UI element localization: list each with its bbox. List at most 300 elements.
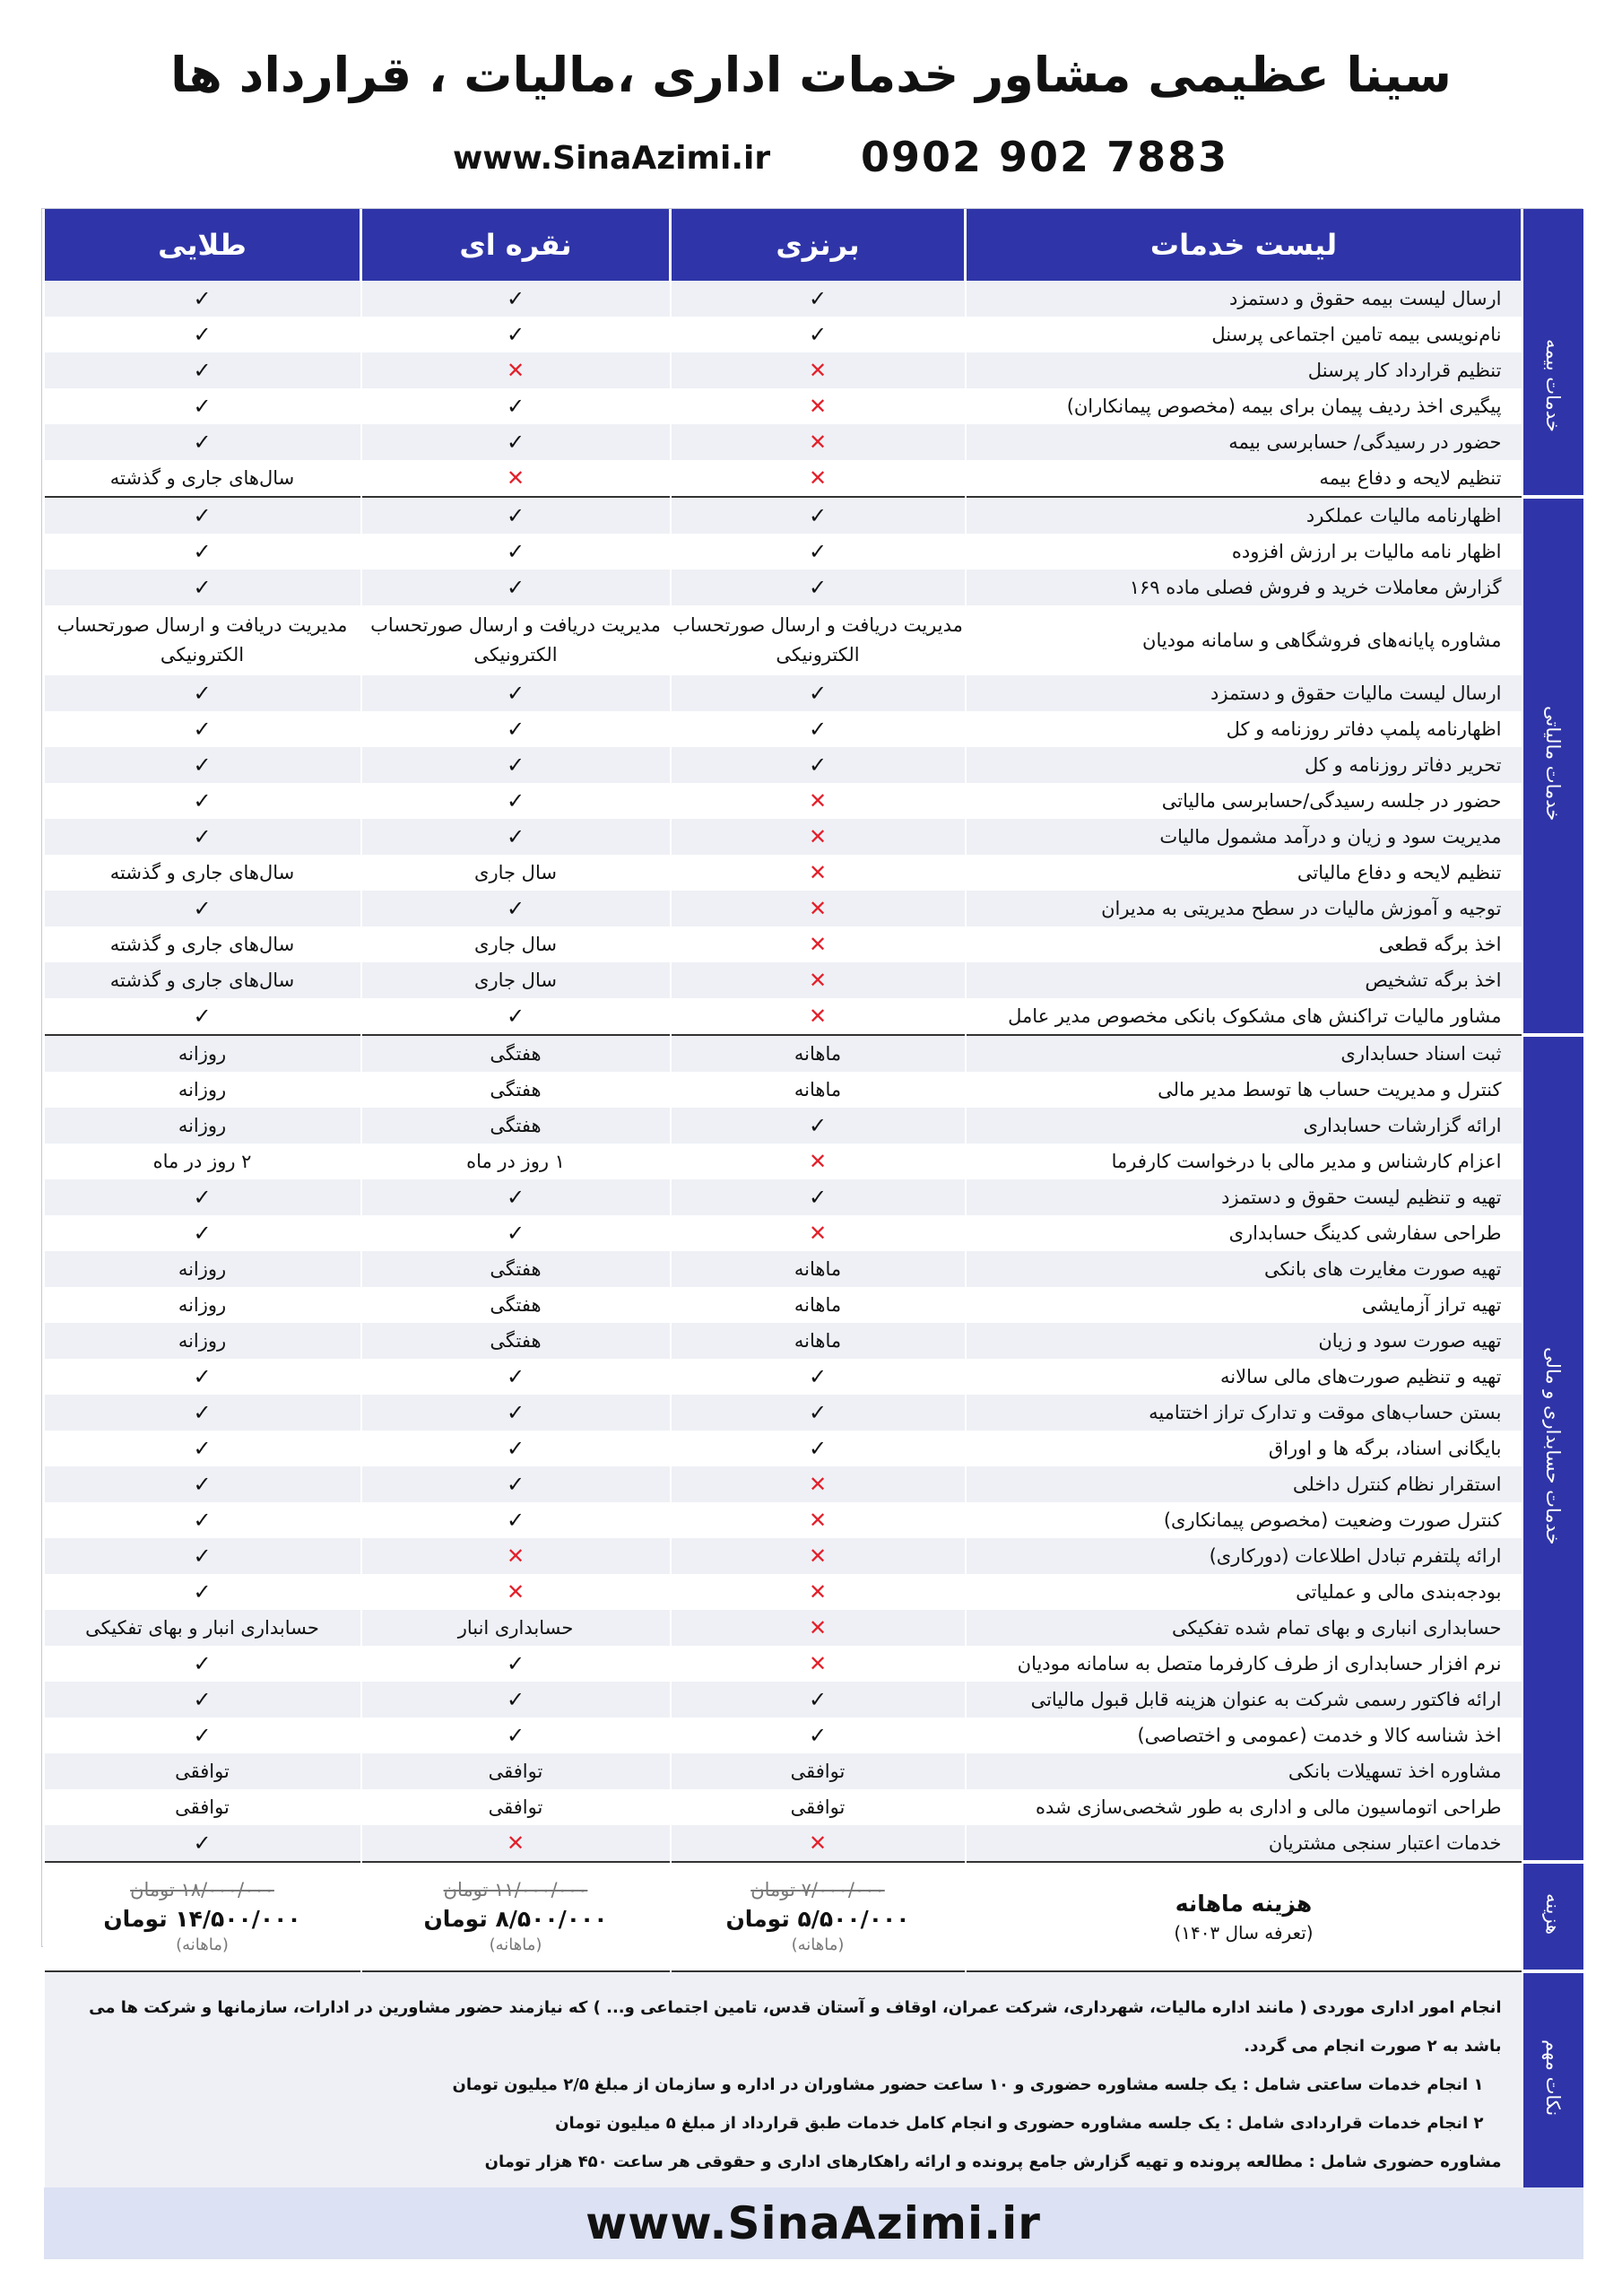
check-icon: ✓: [506, 575, 525, 600]
table-row: [44, 1431, 1583, 1466]
bronze-cell: [671, 1502, 966, 1538]
service-name: ارسال لیست مالیات حقوق و دستمزد: [966, 675, 1522, 711]
cross-icon: ✕: [808, 788, 828, 813]
silver-cell: [361, 675, 671, 711]
cross-icon: ✕: [808, 824, 828, 849]
cell-text: مدیریت دریافت و ارسال صورتحساب الکترونیکی: [56, 614, 348, 665]
check-icon: ✓: [193, 1185, 212, 1210]
gold-cell: [44, 962, 361, 998]
check-icon: ✓: [506, 1004, 525, 1029]
service-name: کنترل صورت وضعیت (مخصوص پیمانکاری): [966, 1502, 1522, 1538]
check-icon: ✓: [193, 394, 212, 419]
silver-cell: [361, 605, 671, 675]
cell-text: روزانه: [178, 1079, 227, 1100]
section-name: نکات مهم: [1542, 2039, 1564, 2117]
new-price: ۵/۵۰۰/۰۰۰ تومان: [725, 1906, 910, 1932]
table-row: [44, 1718, 1583, 1753]
website-link[interactable]: www.SinaAzimi.ir: [453, 140, 771, 177]
check-icon: ✓: [193, 539, 212, 564]
bronze-cell: [671, 1179, 966, 1215]
cross-icon: ✕: [808, 1831, 828, 1856]
gold-cell: [44, 1215, 361, 1251]
gold-cell: [44, 388, 361, 424]
service-name: حضور در جلسه رسیدگی/حسابرسی مالیاتی: [966, 783, 1522, 819]
service-name: مدیریت سود و زیان و درآمد مشمول مالیات: [966, 819, 1522, 855]
silver-cell: [361, 388, 671, 424]
table-row: [44, 1538, 1583, 1574]
gold-cell: [44, 926, 361, 962]
section-name: خدمات حسابداری و مالی: [1542, 1347, 1564, 1545]
cross-icon: ✕: [808, 430, 828, 455]
cell-text: سال‌های جاری و گذشته: [109, 970, 295, 991]
gold-cell: [44, 1144, 361, 1179]
service-name: بایگانی اسناد، برگه ها و اوراق: [966, 1431, 1522, 1466]
bronze-cell: [671, 1466, 966, 1502]
bronze-cell: [671, 1789, 966, 1825]
silver-cell: [361, 1538, 671, 1574]
bronze-cell: [671, 675, 966, 711]
service-name: مشاور مالیات تراکنش های مشکوک بانکی مخصوص مدیر عامل: [966, 998, 1522, 1035]
cell-text: حسابداری انبار و بهای تفکیکی: [85, 1617, 319, 1639]
table-row: [44, 675, 1583, 711]
service-name: تنظیم لایحه و دفاع بیمه: [966, 460, 1522, 497]
cell-text: روزانه: [178, 1294, 227, 1316]
table-row: [44, 1646, 1583, 1682]
table-row: [44, 1144, 1583, 1179]
table-row: [44, 424, 1583, 460]
cell-text: روزانه: [178, 1258, 227, 1280]
check-icon: ✓: [506, 788, 525, 813]
price-sheet: [41, 208, 1583, 2249]
header-services: لیست خدمات: [966, 209, 1522, 281]
note-line: ۲ انجام خدمات قراردادی شامل : یک جلسه مشاوره حضوری و انجام کامل خدمات طبق قرارداد از مبلغ ۵ میلیون تومان: [555, 2114, 1484, 2133]
silver-cell: [361, 1753, 671, 1789]
service-name: بودجه‌بندی مالی و عملیاتی: [966, 1574, 1522, 1610]
silver-cell: [361, 1323, 671, 1359]
cross-icon: ✕: [808, 1221, 828, 1246]
table-row: [44, 352, 1583, 388]
check-icon: ✓: [193, 286, 212, 311]
check-icon: ✓: [193, 1004, 212, 1029]
gold-cell: [44, 711, 361, 747]
service-name: ارائه فاکتور رسمی شرکت به عنوان هزینه قابل قبول مالیاتی: [966, 1682, 1522, 1718]
bronze-cell: [671, 1538, 966, 1574]
service-name: تحریر دفاتر روزنامه و کل: [966, 747, 1522, 783]
service-name: تهیه صورت سود و زیان: [966, 1323, 1522, 1359]
check-icon: ✓: [808, 1364, 828, 1389]
silver-cell: [361, 1502, 671, 1538]
table-row: [44, 534, 1583, 570]
gold-cell: [44, 1395, 361, 1431]
cell-text: سال‌های جاری و گذشته: [109, 862, 295, 883]
check-icon: ✓: [808, 1113, 828, 1138]
silver-cell: [361, 1035, 671, 1072]
check-icon: ✓: [506, 322, 525, 347]
service-name: تهیه و تنظیم صورت‌های مالی سالانه: [966, 1359, 1522, 1395]
check-icon: ✓: [808, 1436, 828, 1461]
service-name: مشاوره پایانه‌های فروشگاهی و سامانه مودیان: [966, 605, 1522, 675]
cross-icon: ✕: [808, 1004, 828, 1029]
check-icon: ✓: [193, 1436, 212, 1461]
service-name: پیگیری اخذ ردیف پیمان برای بیمه (مخصوص پیمانکاران): [966, 388, 1522, 424]
cross-icon: ✕: [808, 394, 828, 419]
service-name: حضور در رسیدگی/ حسابرسی بیمه: [966, 424, 1522, 460]
bronze-cell: [671, 1035, 966, 1072]
note-line: مشاوره حضوری شامل : مطالعه پرونده و تهیه گزارش جامع پرونده و ارائه راهکارهای اداری و حقوقی هر ساعت ۴۵۰ هزار تومان: [484, 2152, 1502, 2171]
check-icon: ✓: [506, 1723, 525, 1748]
gold-cell: [44, 460, 361, 497]
silver-cell: [361, 317, 671, 352]
page-title: سینا عظیمی مشاور خدمات اداری ،مالیات ، قرارداد ها: [170, 47, 1452, 103]
table-row: [44, 281, 1583, 317]
cell-text: توافقی: [488, 1761, 543, 1782]
cell-text: ۲ روز در ماه: [152, 1151, 252, 1172]
bronze-cell: [671, 1108, 966, 1144]
section-label: [1522, 1862, 1583, 1971]
check-icon: ✓: [506, 539, 525, 564]
check-icon: ✓: [808, 1687, 828, 1712]
table-row: [44, 1753, 1583, 1789]
footer-website-link[interactable]: www.SinaAzimi.ir: [585, 2197, 1041, 2249]
service-name: نام‌نویسی بیمه تامین اجتماعی پرسنل: [966, 317, 1522, 352]
table-row: [44, 783, 1583, 819]
header-gold: طلایی: [44, 209, 361, 281]
service-name: طراحی سفارشی کدینگ حسابداری: [966, 1215, 1522, 1251]
gold-cell: [44, 1323, 361, 1359]
check-icon: ✓: [193, 503, 212, 528]
gold-cell: [44, 675, 361, 711]
cell-text: مدیریت دریافت و ارسال صورتحساب الکترونیکی: [672, 614, 963, 665]
cell-text: حسابداری انبار: [457, 1617, 574, 1639]
table-row: [44, 1395, 1583, 1431]
table-row: [44, 1215, 1583, 1251]
silver-cell: [361, 534, 671, 570]
bronze-cell: [671, 747, 966, 783]
table-row: [44, 1287, 1583, 1323]
note-line: ۱ انجام خدمات ساعتی شامل : یک جلسه مشاوره حضوری و ۱۰ ساعت حضور مشاوران در اداره و سازمان از مبلغ ۲/۵ میلیون تومان: [452, 2075, 1484, 2094]
bronze-cell: [671, 1072, 966, 1108]
notes-row: [44, 1971, 1583, 2187]
silver-cell: [361, 1287, 671, 1323]
check-icon: ✓: [193, 1221, 212, 1246]
check-icon: ✓: [193, 1400, 212, 1425]
section-name: خدمات بیمه: [1542, 339, 1564, 432]
table-row: [44, 1323, 1583, 1359]
table-row: [44, 317, 1583, 352]
gold-cell: [44, 891, 361, 926]
check-icon: ✓: [506, 1508, 525, 1533]
cross-icon: ✕: [808, 1472, 828, 1497]
table-row: [44, 605, 1583, 675]
footer-row: [44, 2187, 1583, 2259]
cell-text: توافقی: [175, 1796, 230, 1818]
table-row: [44, 497, 1583, 534]
bronze-cell: [671, 534, 966, 570]
bronze-cell: [671, 1323, 966, 1359]
cell-text: هفتگی: [490, 1043, 542, 1065]
service-name: اخذ برگه قطعی: [966, 926, 1522, 962]
bronze-cell: [671, 388, 966, 424]
check-icon: ✓: [808, 1185, 828, 1210]
gold-cell: [44, 1825, 361, 1862]
bronze-cell: [671, 926, 966, 962]
cost-title: هزینه ماهانه: [1175, 1890, 1313, 1917]
check-icon: ✓: [506, 394, 525, 419]
table-row: [44, 1610, 1583, 1646]
service-name: توجیه و آموزش مالیات در سطح مدیریتی به مدیران: [966, 891, 1522, 926]
check-icon: ✓: [193, 322, 212, 347]
price-period: (ماهانه): [791, 1935, 845, 1954]
cell-text: ۱ روز در ماه: [466, 1151, 565, 1172]
gold-cell: [44, 1287, 361, 1323]
gold-cell: [44, 783, 361, 819]
check-icon: ✓: [506, 1185, 525, 1210]
table-row: [44, 1682, 1583, 1718]
section-name: هزینه: [1542, 1893, 1564, 1935]
table-row: [44, 998, 1583, 1035]
bronze-cell: [671, 1395, 966, 1431]
header-corner: [1522, 209, 1583, 281]
table-row: [44, 570, 1583, 605]
bronze-cell: [671, 855, 966, 891]
cross-icon: ✕: [808, 968, 828, 993]
cell-text: سال جاری: [474, 934, 557, 955]
table-row: [44, 460, 1583, 497]
check-icon: ✓: [193, 575, 212, 600]
service-name: مشاوره اخذ تسهیلات بانکی: [966, 1753, 1522, 1789]
silver-cell: [361, 855, 671, 891]
cell-text: هفتگی: [490, 1079, 542, 1100]
gold-cell: [44, 1646, 361, 1682]
cell-text: هفتگی: [490, 1330, 542, 1352]
cost-row: [44, 1862, 1583, 1971]
gold-cell: [44, 281, 361, 317]
phone-number[interactable]: 0902 902 7883: [861, 133, 1229, 181]
service-name: ارائه گزارشات حسابداری: [966, 1108, 1522, 1144]
cross-icon: ✕: [808, 1579, 828, 1605]
silver-cell: [361, 1789, 671, 1825]
service-name: تهیه تراز آزمایشی: [966, 1287, 1522, 1323]
gold-cell: [44, 534, 361, 570]
cross-icon: ✕: [506, 465, 525, 491]
check-icon: ✓: [808, 539, 828, 564]
bronze-cell: [671, 1718, 966, 1753]
bronze-cell: [671, 783, 966, 819]
check-icon: ✓: [506, 1472, 525, 1497]
bronze-cell: [671, 570, 966, 605]
check-icon: ✓: [193, 1687, 212, 1712]
new-price: ۸/۵۰۰/۰۰۰ تومان: [423, 1906, 608, 1932]
cross-icon: ✕: [808, 1149, 828, 1174]
gold-cell: [44, 1179, 361, 1215]
check-icon: ✓: [506, 717, 525, 742]
check-icon: ✓: [808, 575, 828, 600]
table-row: [44, 1574, 1583, 1610]
check-icon: ✓: [193, 1723, 212, 1748]
table-row: [44, 1789, 1583, 1825]
cell-text: ماهانه: [794, 1330, 842, 1352]
bronze-cell: [671, 460, 966, 497]
bronze-cell: [671, 1646, 966, 1682]
bronze-cell: [671, 819, 966, 855]
section-label: [1522, 1971, 1583, 2187]
silver-cell: [361, 711, 671, 747]
silver-cell: [361, 497, 671, 534]
silver-cell: [361, 281, 671, 317]
gold-cell: [44, 1431, 361, 1466]
cross-icon: ✕: [506, 358, 525, 383]
check-icon: ✓: [193, 430, 212, 455]
bronze-cell: [671, 281, 966, 317]
service-name: حسابداری انباری و بهای تمام شده تفکیکی: [966, 1610, 1522, 1646]
table-row: [44, 891, 1583, 926]
check-icon: ✓: [808, 1723, 828, 1748]
check-icon: ✓: [506, 1436, 525, 1461]
gold-cell: [44, 1718, 361, 1753]
price-period: (ماهانه): [489, 1935, 542, 1954]
gold-cell: [44, 1466, 361, 1502]
table-row: [44, 1072, 1583, 1108]
gold-cell: [44, 1753, 361, 1789]
cell-text: هفتگی: [490, 1115, 542, 1136]
cost-title-cell: [966, 1862, 1522, 1971]
bronze-cell: [671, 1753, 966, 1789]
service-name: گزارش معاملات خرید و فروش فصلی ماده ۱۶۹: [966, 570, 1522, 605]
cell-text: ماهانه: [794, 1258, 842, 1280]
gold-cell: [44, 317, 361, 352]
bronze-cell: [671, 1251, 966, 1287]
silver-cell: [361, 1610, 671, 1646]
gold-cell: [44, 1502, 361, 1538]
service-name: تنظیم لایحه و دفاع مالیاتی: [966, 855, 1522, 891]
old-price: ۷/۰۰۰/۰۰۰ تومان: [750, 1879, 885, 1900]
silver-cell: [361, 1144, 671, 1179]
gold-cell: [44, 1789, 361, 1825]
check-icon: ✓: [193, 681, 212, 706]
cell-text: ماهانه: [794, 1079, 842, 1100]
silver-cell: [361, 1215, 671, 1251]
bronze-cell: [671, 605, 966, 675]
table-row: [44, 1179, 1583, 1215]
section-label: [1522, 497, 1583, 1035]
service-name: ارسال لیست بیمه حقوق و دستمزد: [966, 281, 1522, 317]
bronze-cell: [671, 497, 966, 534]
section-label: [1522, 281, 1583, 497]
cross-icon: ✕: [808, 896, 828, 921]
bronze-price-cell: [671, 1862, 966, 1971]
cross-icon: ✕: [808, 465, 828, 491]
silver-cell: [361, 926, 671, 962]
bronze-cell: [671, 317, 966, 352]
silver-cell: [361, 570, 671, 605]
table-row: [44, 747, 1583, 783]
check-icon: ✓: [506, 824, 525, 849]
table-row: [44, 1825, 1583, 1862]
cross-icon: ✕: [808, 1615, 828, 1640]
silver-cell: [361, 747, 671, 783]
silver-cell: [361, 1718, 671, 1753]
check-icon: ✓: [193, 1651, 212, 1676]
cross-icon: ✕: [808, 860, 828, 885]
check-icon: ✓: [506, 286, 525, 311]
check-icon: ✓: [808, 322, 828, 347]
service-name: ارائه پلتفرم تبادل اطلاعات (دورکاری): [966, 1538, 1522, 1574]
service-name: ثبت اسناد حسابداری: [966, 1035, 1522, 1072]
silver-cell: [361, 962, 671, 998]
cell-text: ماهانه: [794, 1043, 842, 1065]
cross-icon: ✕: [506, 1831, 525, 1856]
bronze-cell: [671, 1359, 966, 1395]
silver-cell: [361, 819, 671, 855]
check-icon: ✓: [506, 1364, 525, 1389]
price-period: (ماهانه): [176, 1935, 229, 1954]
service-name: اظهارنامه مالیات عملکرد: [966, 497, 1522, 534]
silver-cell: [361, 1646, 671, 1682]
gold-cell: [44, 1359, 361, 1395]
cell-text: توافقی: [488, 1796, 543, 1818]
cross-icon: ✕: [506, 1544, 525, 1569]
gold-cell: [44, 605, 361, 675]
cell-text: روزانه: [178, 1043, 227, 1065]
cell-text: هفتگی: [490, 1258, 542, 1280]
bronze-cell: [671, 962, 966, 998]
new-price: ۱۴/۵۰۰/۰۰۰ تومان: [103, 1906, 301, 1932]
table-row: [44, 819, 1583, 855]
silver-cell: [361, 1682, 671, 1718]
check-icon: ✓: [808, 503, 828, 528]
check-icon: ✓: [808, 752, 828, 778]
old-price: ۱۱/۰۰۰/۰۰۰ تومان: [443, 1879, 588, 1900]
gold-cell: [44, 424, 361, 460]
table-header-row: [44, 209, 1583, 281]
table-body: [44, 281, 1583, 2259]
check-icon: ✓: [193, 358, 212, 383]
bronze-cell: [671, 891, 966, 926]
cross-icon: ✕: [506, 1579, 525, 1605]
bronze-cell: [671, 1825, 966, 1862]
cell-text: سال جاری: [474, 970, 557, 991]
contact-bar: [0, 133, 1622, 187]
section-label: [1522, 1035, 1583, 1862]
gold-cell: [44, 352, 361, 388]
table-row: [44, 1502, 1583, 1538]
cell-text: توافقی: [790, 1796, 846, 1818]
bronze-cell: [671, 1574, 966, 1610]
cross-icon: ✕: [808, 932, 828, 957]
cell-text: سال‌های جاری و گذشته: [109, 467, 295, 489]
service-name: تهیه و تنظیم لیست حقوق و دستمزد: [966, 1179, 1522, 1215]
service-name: اخذ شناسه کالا و خدمت (عمومی و اختصاصی): [966, 1718, 1522, 1753]
check-icon: ✓: [506, 1687, 525, 1712]
bronze-cell: [671, 1610, 966, 1646]
note-line: انجام امور اداری موردی ( مانند اداره مالیات، شهرداری، شرکت عمران، اوقاف و آستان قدس، تامین اجتماعی و... ) که نیازمند حضور مشاورین در ادارات، سازمانها و شرکت ها می باشد به ۲ صورت انجام می گردد.: [89, 1998, 1502, 2056]
footer-cell: [44, 2187, 1583, 2259]
header-bronze: برنزی: [671, 209, 966, 281]
service-name: نرم افزار حسابداری از طرف کارفرما متصل به سامانه مودیان: [966, 1646, 1522, 1682]
check-icon: ✓: [506, 430, 525, 455]
cell-text: روزانه: [178, 1330, 227, 1352]
cell-text: توافقی: [790, 1761, 846, 1782]
table-row: [44, 1251, 1583, 1287]
cross-icon: ✕: [808, 1651, 828, 1676]
service-name: کنترل و مدیریت حساب ها توسط مدیر مالی: [966, 1072, 1522, 1108]
table-row: [44, 1359, 1583, 1395]
gold-price-cell: [44, 1862, 361, 1971]
check-icon: ✓: [193, 1508, 212, 1533]
silver-cell: [361, 783, 671, 819]
section-name: خدمات مالیاتی: [1542, 706, 1564, 822]
table-row: [44, 1466, 1583, 1502]
